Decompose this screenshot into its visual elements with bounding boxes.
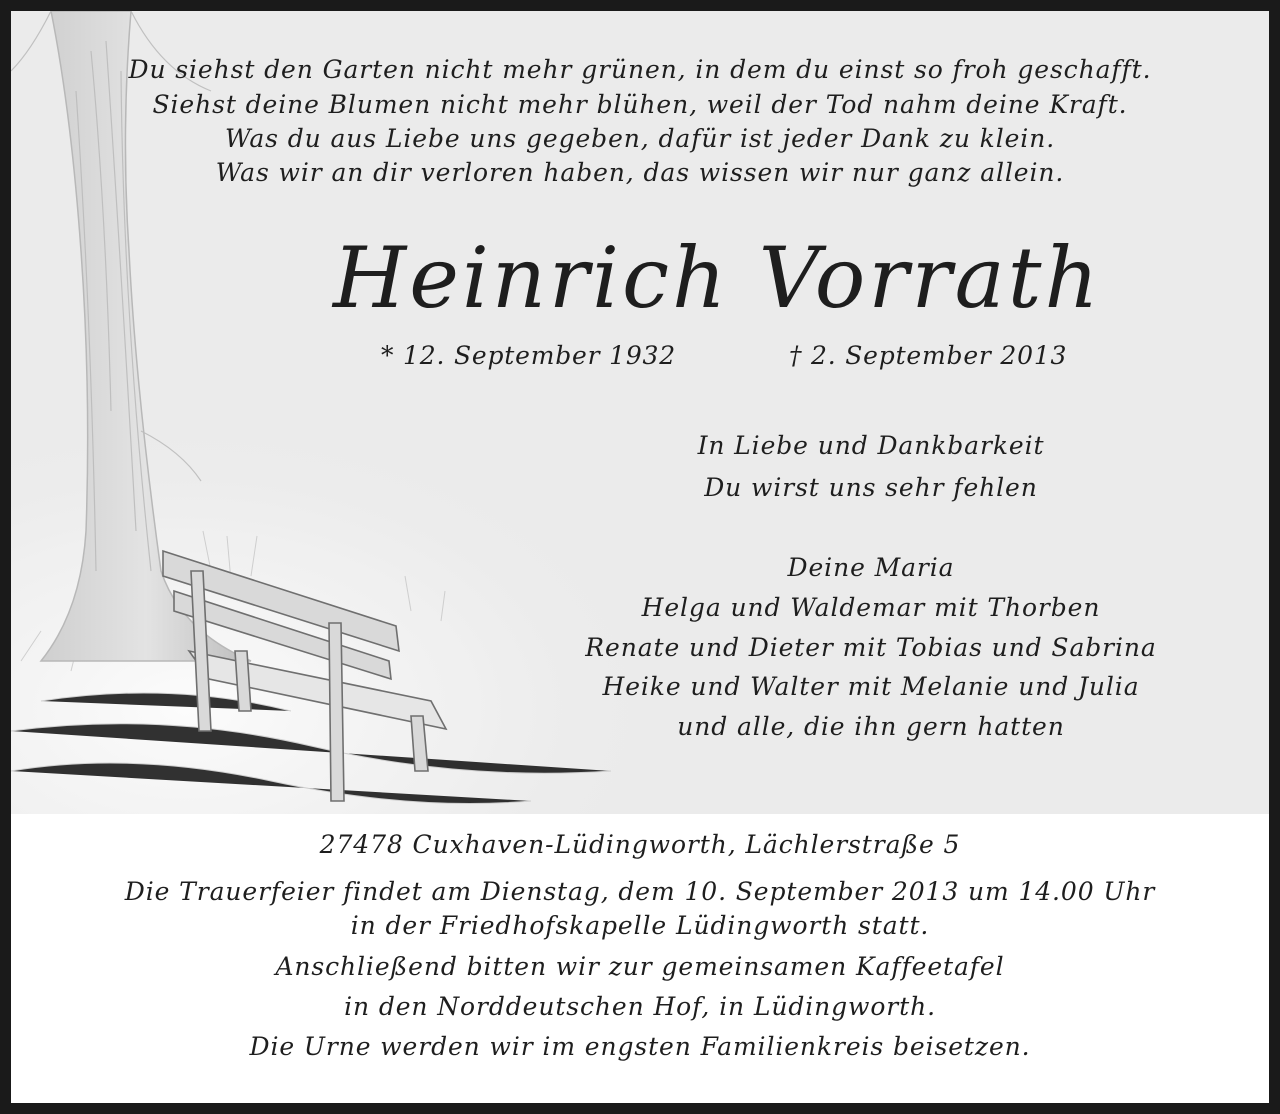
details-line-1: Die Trauerfeier findet am Dienstag, dem 10. September 2013 um 14.00 Uhr <box>124 877 1156 906</box>
mourner-line-3: Renate und Dieter mit Tobias und Sabrina <box>585 633 1157 662</box>
poem-line-1: Du siehst den Garten nicht mehr grünen, in dem du einst so froh geschafft. <box>128 55 1152 84</box>
deceased-name: Heinrich Vorrath <box>333 229 1102 327</box>
illustrated-panel <box>11 11 1269 814</box>
mourner-line-5: und alle, die ihn gern hatten <box>677 712 1065 741</box>
poem-line-3: Was du aus Liebe uns gegeben, dafür ist jeder Dank zu klein. <box>224 124 1056 153</box>
mourner-line-1: Deine Maria <box>787 553 955 582</box>
address: 27478 Cuxhaven-Lüdingworth, Lächlerstraße 5 <box>319 830 961 859</box>
details-line-3: Anschließend bitten wir zur gemeinsamen Kaffeetafel <box>275 952 1005 981</box>
birth-date: * 12. September 1932 <box>381 341 676 370</box>
details-line-2: in der Friedhofskapelle Lüdingworth statt. <box>350 911 930 940</box>
dedication-line-2: Du wirst uns sehr fehlen <box>704 473 1038 502</box>
poem-line-2: Siehst deine Blumen nicht mehr blühen, weil der Tod nahm deine Kraft. <box>152 90 1128 119</box>
mourner-line-4: Heike und Walter mit Melanie und Julia <box>602 672 1140 701</box>
dedication-line-1: In Liebe und Dankbarkeit <box>697 431 1045 460</box>
poem-line-4: Was wir an dir verloren haben, das wissen wir nur ganz allein. <box>215 158 1065 187</box>
death-date: † 2. September 2013 <box>789 341 1068 370</box>
details-line-5: Die Urne werden wir im engsten Familienkreis beisetzen. <box>249 1032 1031 1061</box>
mourner-line-2: Helga und Waldemar mit Thorben <box>641 593 1101 622</box>
details-line-4: in den Norddeutschen Hof, in Lüdingworth. <box>344 992 936 1021</box>
